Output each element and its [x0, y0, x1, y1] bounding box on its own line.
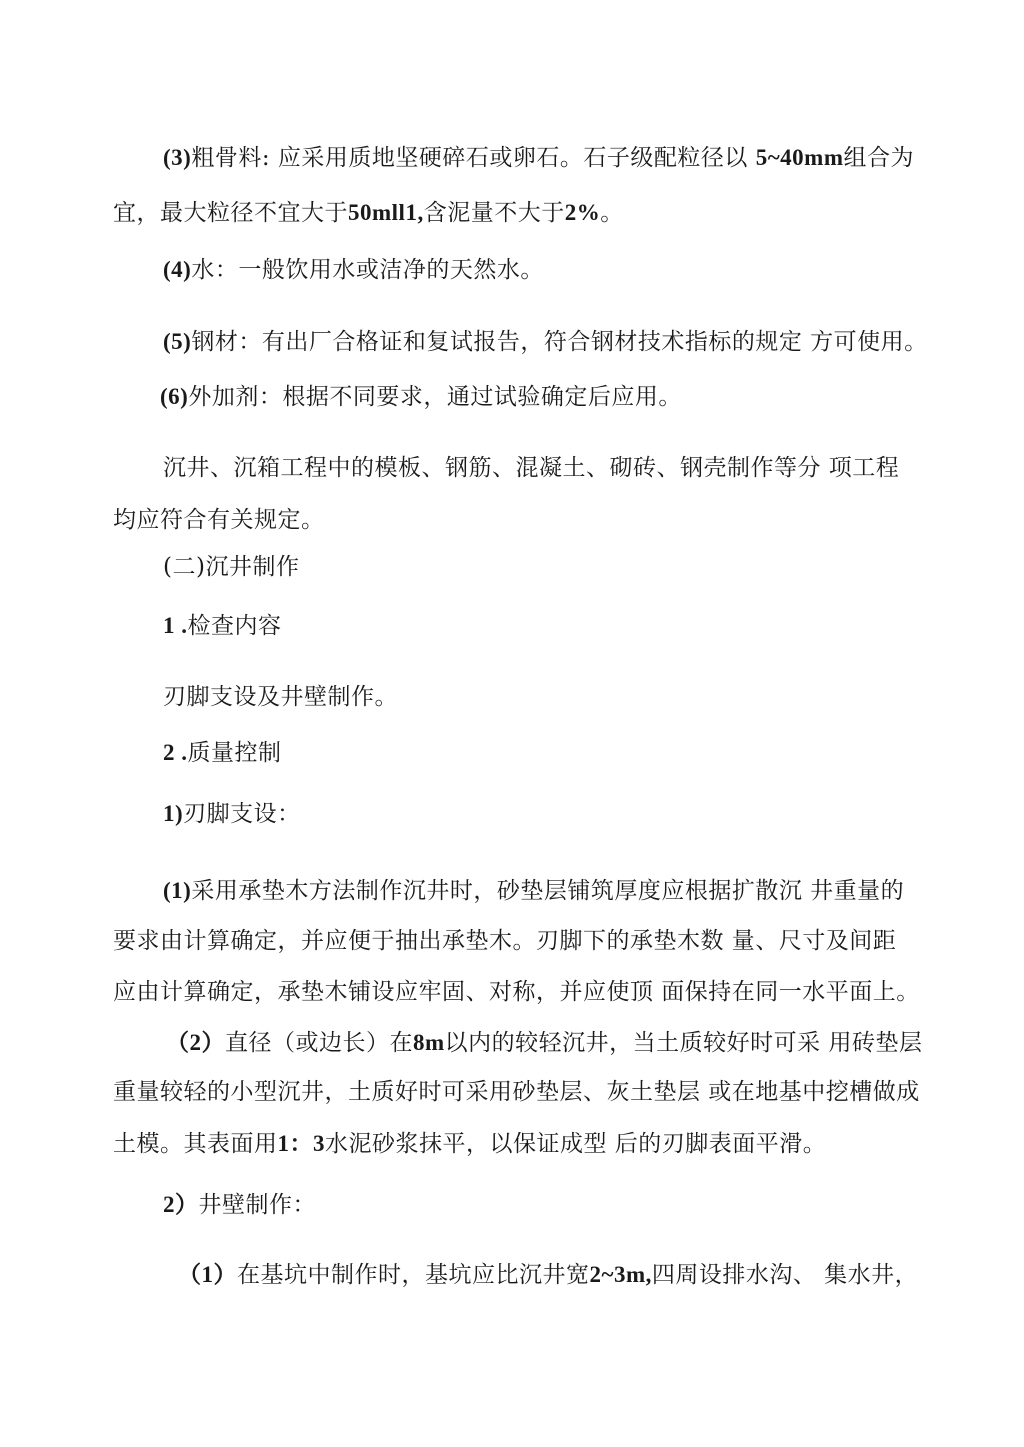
item-6: [160, 382, 682, 412]
item-3-line-2: [113, 198, 624, 228]
sub2-para-1-seg-a: 在基坑中制作时，基坑应比沉井宽: [237, 1262, 590, 1288]
heading-2-text: 质量控制: [187, 740, 282, 766]
sub1-para-2-l3-seg-b: 1：3: [277, 1131, 325, 1156]
item-3-seg-3: 5~40mm: [755, 145, 844, 170]
item-4-marker: (4): [163, 257, 192, 282]
general-para-line-2: 均应符合有关规定。: [113, 507, 325, 533]
heading-2-marker: 2 .: [163, 740, 188, 765]
sub1-para-2-l3-seg-c: 水泥砂浆抹平，以保证成型 后的刃脚表面平滑。: [325, 1131, 827, 1157]
sub1-para-1-line-1: [163, 876, 904, 906]
item-5-marker: (5): [163, 329, 192, 354]
subheading-2-marker: 2）: [163, 1192, 199, 1217]
heading-1-marker: 1 .: [163, 613, 188, 638]
sub1-para-2-line-1: [166, 1028, 922, 1058]
item-3-seg-2: : 应采用质地坚硬碎石或卵石。石子级配粒径以: [261, 145, 756, 171]
item-4: [163, 255, 544, 285]
item-5-text: 钢材：有出厂合格证和复试报告，符合钢材技术指标的规定 方可使用。: [191, 329, 928, 355]
item-3-l2-seg-2: 50mll1,: [348, 200, 424, 225]
heading-1-body: 刃脚支设及井壁制作。: [163, 684, 398, 710]
sub2-para-1-marker: （1）: [178, 1262, 237, 1287]
item-5: [163, 327, 928, 357]
heading-1-text: 检查内容: [187, 613, 282, 639]
item-3-seg-1: 粗骨料: [191, 145, 262, 171]
subheading-1: [163, 799, 301, 829]
subheading-1-marker: 1): [163, 801, 184, 826]
sub2-para-1-seg-c: 四周设排水沟、 集水井，: [651, 1262, 919, 1288]
item-3-l2-seg-1: 宜，最大粒径不宜大于: [113, 200, 348, 226]
sub1-para-1-text-1: 采用承垫木方法制作沉井时，砂垫层铺筑厚度应根据扩散沉 井重量的: [191, 878, 905, 904]
sub1-para-1-line-2: 要求由计算确定，并应便于抽出承垫木。刃脚下的承垫木数 量、尺寸及间距: [113, 928, 897, 954]
item-6-marker: (6): [160, 384, 189, 409]
sub1-para-2-line-3: [113, 1129, 826, 1159]
subheading-1-text: 刃脚支设：: [183, 801, 301, 827]
sub1-para-2-line-2: 重量较轻的小型沉井，土质好时可采用砂垫层、灰土垫层 或在地基中挖槽做成: [113, 1079, 920, 1105]
sub2-para-1: [178, 1260, 918, 1290]
item-4-text: 水：一般饮用水或洁净的天然水。: [191, 257, 544, 283]
item-3-l2-seg-4: 2%: [564, 200, 601, 225]
general-para-line-1: 沉井、沉箱工程中的模板、钢筋、混凝土、砌砖、钢壳制作等分 项工程: [163, 455, 900, 481]
sub1-para-2-l3-seg-a: 土模。其表面用: [113, 1131, 278, 1157]
item-3-seg-4: 组合为: [843, 145, 914, 171]
sub1-para-1-marker: (1): [163, 878, 192, 903]
item-3-marker: (3): [163, 145, 192, 170]
sub1-para-2-seg-c: 以内的较轻沉井，当土质较好时可采 用砖垫层: [444, 1030, 923, 1056]
item-6-text: 外加剂：根据不同要求，通过试验确定后应用。: [188, 384, 682, 410]
subheading-2: [163, 1190, 316, 1220]
sub2-para-1-seg-b: 2~3m,: [589, 1262, 652, 1287]
section-title: (二)沉井制作: [163, 554, 300, 580]
item-3-l2-seg-5: 。: [600, 200, 624, 226]
subheading-2-text: 井壁制作：: [198, 1192, 316, 1218]
item-3-line-1: [163, 143, 914, 173]
sub1-para-2-seg-a: 直径（或边长）在: [225, 1030, 413, 1056]
sub1-para-2-seg-b: 8m: [413, 1030, 445, 1055]
item-3-l2-seg-3: 含泥量不大于: [423, 200, 565, 226]
sub1-para-1-line-3: 应由计算确定，承垫木铺设应牢固、对称，并应使顶 面保持在同一水平面上。: [113, 979, 920, 1005]
heading-2: [163, 738, 282, 768]
sub1-para-2-marker: （2）: [166, 1030, 225, 1055]
heading-1: [163, 611, 282, 641]
